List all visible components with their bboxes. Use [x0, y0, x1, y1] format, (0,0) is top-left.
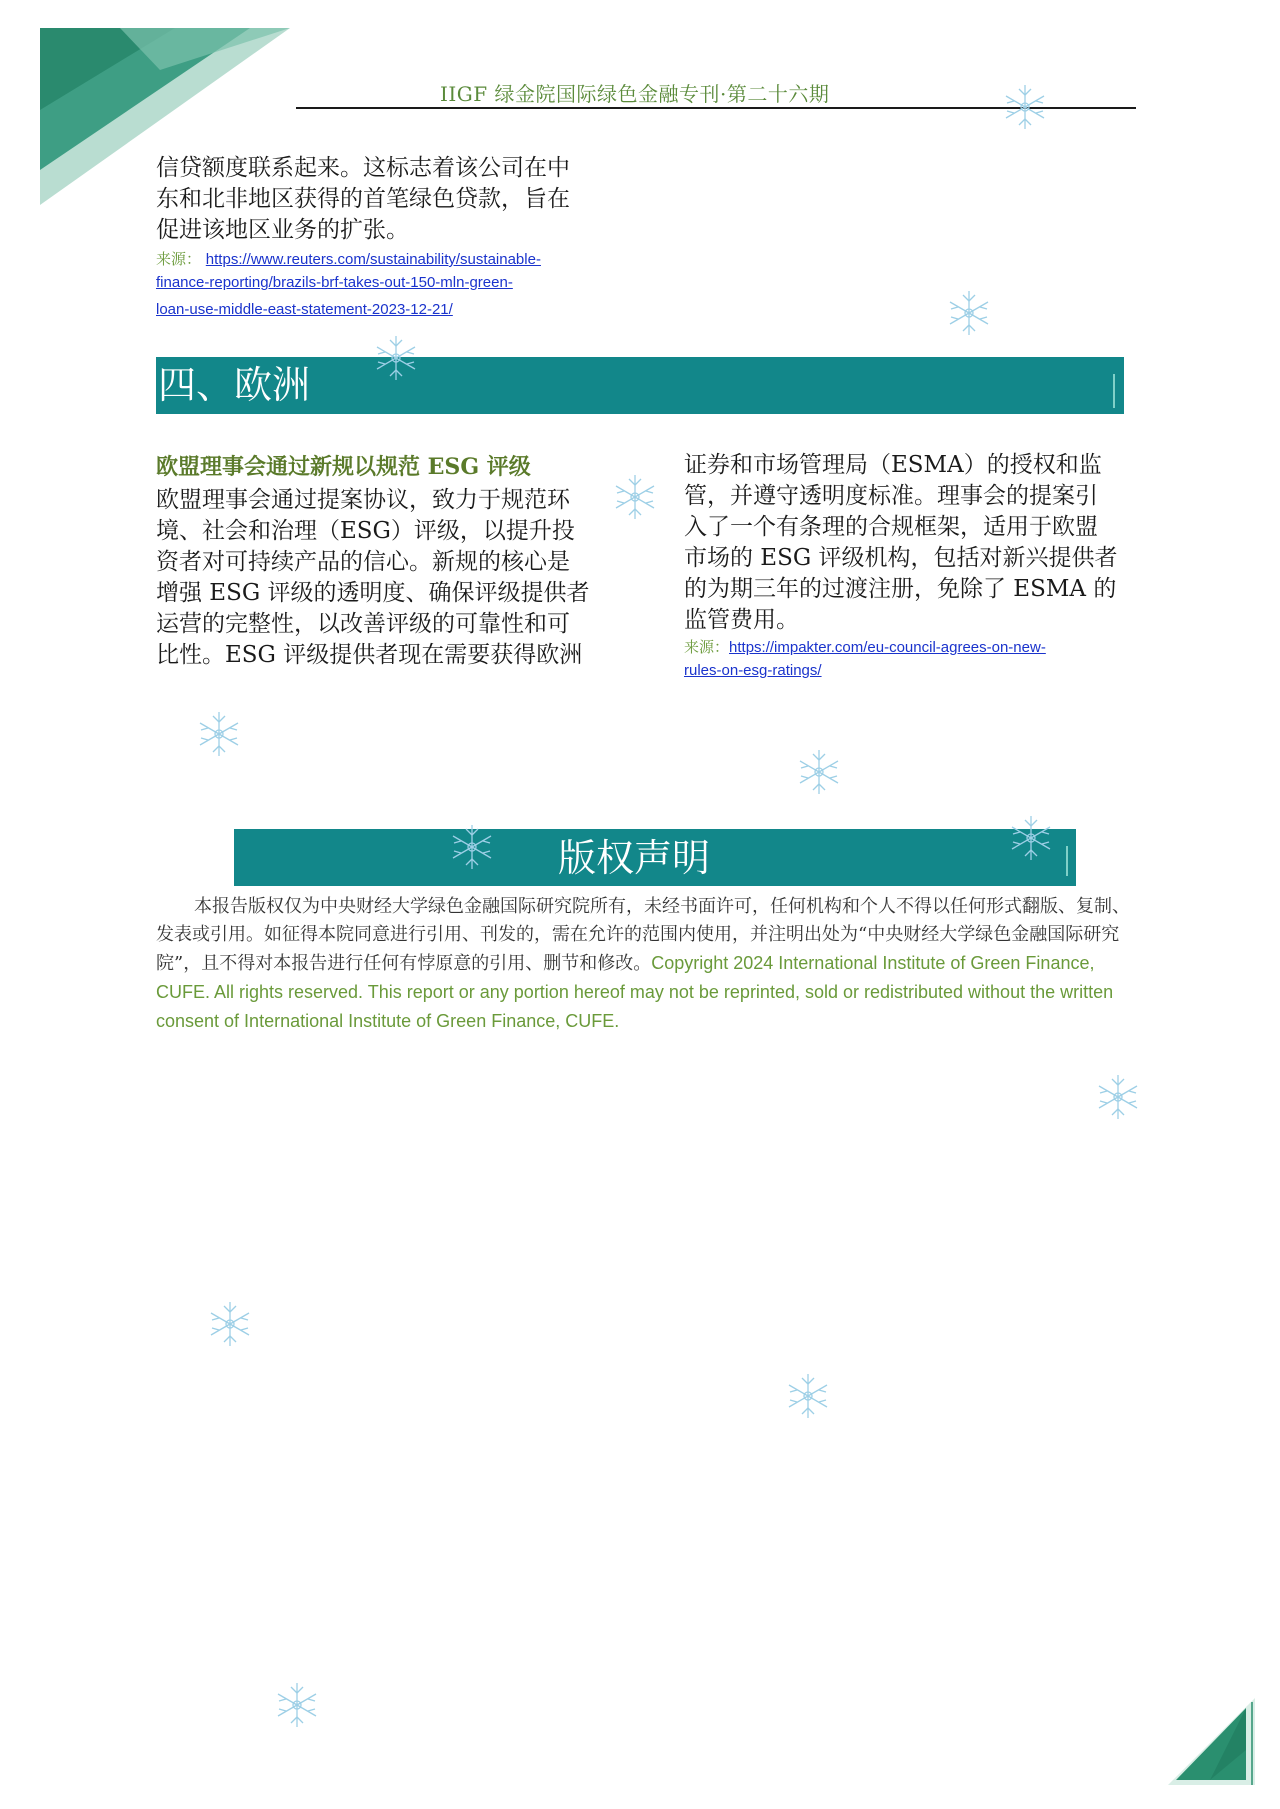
snowflake-icon — [783, 1371, 833, 1421]
snowflake-icon — [794, 747, 844, 797]
article-line: 增强 ESG 评级的透明度、确保评级提供者 — [156, 580, 590, 606]
header-title: IIGF 绿金院国际绿色金融专刊·第二十六期 — [440, 82, 830, 106]
copyright-body — [156, 893, 1138, 1036]
article-line: 入了一个有条理的合规框架，适用于欧盟 — [684, 514, 1098, 540]
copyright-title: 版权声明 — [557, 836, 710, 880]
snowflake-icon — [1000, 82, 1050, 132]
snowflake-icon — [447, 822, 497, 872]
article-title: 欧盟理事会通过新规以规范 ESG 评级 — [156, 454, 531, 480]
article-line: 监管费用。 — [684, 607, 799, 633]
copyright-banner-accent — [1066, 846, 1068, 876]
intro-line: 东和北非地区获得的首笔绿色贷款，旨在 — [156, 186, 570, 212]
article-line: 欧盟理事会通过提案协议，致力于规范环 — [156, 487, 570, 513]
article-line: 的为期三年的过渡注册，免除了 ESMA 的 — [684, 576, 1117, 602]
article-line: 证券和市场管理局（ESMA）的授权和监 — [684, 452, 1102, 478]
source-link[interactable]: rules-on-esg-ratings/ — [684, 662, 822, 679]
article-line: 管，并遵守透明度标准。理事会的提案引 — [684, 483, 1098, 509]
article-line: 比性。ESG 评级提供者现在需要获得欧洲 — [156, 642, 583, 668]
intro-line: 信贷额度联系起来。这标志着该公司在中 — [156, 155, 570, 181]
snowflake-icon — [1006, 813, 1056, 863]
corner-decoration-bottom-right — [1160, 1690, 1260, 1790]
intro-line: 促进该地区业务的扩张。 — [156, 217, 409, 243]
article-column-right — [684, 450, 1134, 636]
article-line: 市场的 ESG 评级机构，包括对新兴提供者 — [684, 545, 1118, 571]
source-link[interactable]: https://impakter.com/eu-council-agrees-on-new- — [729, 639, 1046, 656]
source-link[interactable]: https://www.reuters.com/sustainability/sustainable- — [205, 251, 541, 268]
section-title: 四、欧洲 — [158, 363, 311, 407]
section-banner-accent — [1113, 374, 1115, 408]
snowflake-icon — [1093, 1072, 1143, 1122]
article-column-left — [156, 485, 606, 671]
snowflake-icon — [610, 472, 660, 522]
article-line: 运营的完整性，以改善评级的可靠性和可 — [156, 611, 570, 637]
intro-paragraph — [156, 153, 596, 246]
copyright-text-en: Copyright 2024 International Institute of Green Finance, CUFE. All rights reserved. This report or any portion hereof may not be reprinted, sold or redistributed without the written consent of International Institute of Green Finance, CUFE. — [156, 953, 1114, 1031]
article-line: 资者对可持续产品的信心。新规的核心是 — [156, 549, 570, 575]
source-label: 来源： — [156, 250, 202, 268]
source-link[interactable]: finance-reporting/brazils-brf-takes-out-150-mln-green- — [156, 274, 513, 291]
snowflake-icon — [371, 333, 421, 383]
snowflake-icon — [205, 1299, 255, 1349]
source-link[interactable]: loan-use-middle-east-statement-2023-12-21/ — [156, 301, 453, 318]
article-source — [684, 636, 1124, 682]
article-line: 境、社会和治理（ESG）评级，以提升投 — [156, 518, 575, 544]
snowflake-icon — [272, 1680, 322, 1730]
snowflake-icon — [944, 288, 994, 338]
snowflake-icon — [194, 709, 244, 759]
copyright-text-cn: 本报告版权仅为中央财经大学绿色金融国际研究院所有，未经书面许可，任何机构和个人不得以任何形式翻版、复制、发表或引用。如征得本院同意进行引用、刊发的，需在允许的范围内使用，并注明出处为“中央财经大学绿色金融国际研究院”，且不得对本报告进行任何有悖原意的引用、删节和修改。 — [156, 896, 1130, 974]
intro-source — [156, 248, 626, 321]
source-label: 来源： — [684, 638, 730, 656]
